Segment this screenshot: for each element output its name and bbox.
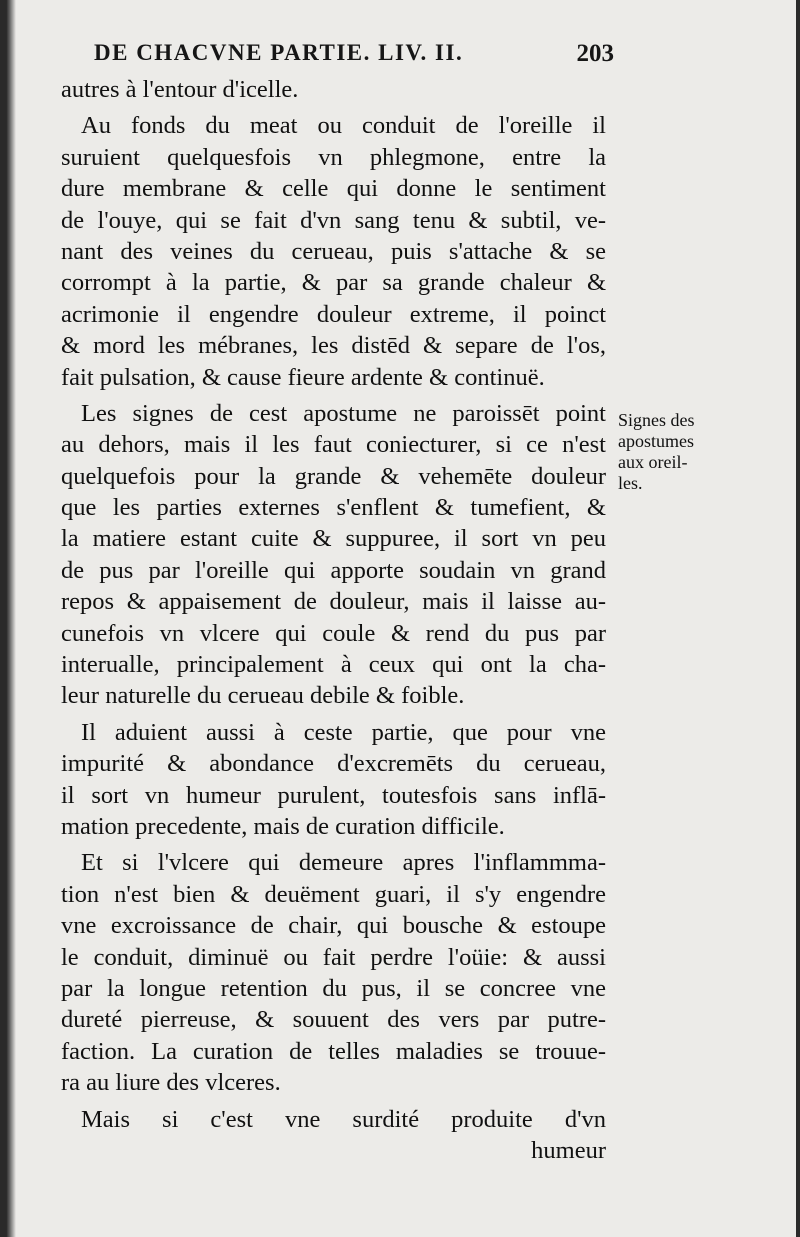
text-line: la matiere estant cuite & suppuree, il sort vn peu	[61, 525, 606, 553]
text-line: dureté pierreuse, & souuent des vers par putre-	[61, 1006, 606, 1034]
page-number: 203	[576, 40, 614, 67]
text-line: par la longue retention du pus, il se concree vne	[61, 974, 606, 1002]
text-line: nant des veines du cerueau, puis s'attache & se	[61, 237, 606, 265]
text-line: le conduit, diminuë ou fait perdre l'oüie: & aussi	[61, 943, 606, 971]
text-line: suruient quelquesfois vn phlegmone, entre la	[61, 143, 606, 171]
page-gutter-shadow	[6, 0, 16, 1237]
text-line: Mais si c'est vne surdité produite d'vn	[81, 1105, 606, 1133]
text-line: acrimonie il engendre douleur extreme, il poinct	[61, 300, 606, 328]
text-line: leur naturelle du cerueau debile & foible.	[61, 682, 465, 710]
text-line: cunefois vn vlcere qui coule & rend du pus par	[61, 619, 606, 647]
margin-note-line: aux oreil-	[618, 452, 688, 472]
text-line: fait pulsation, & cause fieure ardente & continuë.	[61, 363, 545, 391]
text-line: tion n'est bien & deuëment guari, il s'y engendre	[61, 880, 606, 908]
margin-note-line: les.	[618, 473, 643, 493]
margin-note-line: Signes des	[618, 410, 695, 430]
text-line: autres à l'entour d'icelle.	[61, 76, 299, 103]
text-line: impurité & abondance d'excremēts du cerueau,	[61, 750, 606, 778]
text-line: au dehors, mais il les faut coniecturer, si ce n'est	[61, 431, 606, 459]
text-line: Et si l'vlcere qui demeure apres l'inflammma-	[81, 849, 606, 877]
text-line: ra au liure des vlceres.	[61, 1069, 281, 1097]
margin-note	[618, 410, 738, 494]
text-line: que les parties externes s'enflent & tumefient, &	[61, 494, 606, 522]
text-line: Il aduient aussi à ceste partie, que pour vne	[81, 718, 606, 746]
text-line: Les signes de cest apostume ne paroissēt point	[81, 399, 606, 427]
main-text	[61, 74, 606, 1166]
text-line: faction. La curation de telles maladies se trouue-	[61, 1037, 606, 1065]
text-line: & mord les mébranes, les distēd & separe de l'os,	[61, 332, 606, 360]
text-line: dure membrane & celle qui donne le sentiment	[61, 175, 606, 203]
text-line: de pus par l'oreille qui apporte soudain vn grand	[61, 556, 606, 584]
running-head	[94, 40, 614, 74]
text-line: Au fonds du meat ou conduit de l'oreille il	[81, 112, 606, 140]
text-line: corrompt à la partie, & par sa grande chaleur &	[61, 269, 606, 297]
book-page	[6, 0, 796, 1237]
text-line: quelquefois pour la grande & vehemēte douleur	[61, 462, 606, 490]
running-head-title: DE CHACVNE PARTIE. LIV. II.	[94, 40, 464, 65]
text-line: mation precedente, mais de curation difficile.	[61, 812, 505, 840]
text-line: vne excroissance de chair, qui bousche & estoupe	[61, 912, 606, 940]
catchword: humeur	[531, 1136, 606, 1164]
margin-note-line: apostumes	[618, 431, 694, 451]
text-line: interualle, principalement à ceux qui ont la cha-	[61, 651, 606, 679]
text-line: repos & appaisement de douleur, mais il laisse au-	[61, 588, 606, 616]
text-line: de l'ouye, qui se fait d'vn sang tenu & subtil, ve-	[61, 206, 606, 234]
text-line: il sort vn humeur purulent, toutesfois sans inflā-	[61, 781, 606, 809]
